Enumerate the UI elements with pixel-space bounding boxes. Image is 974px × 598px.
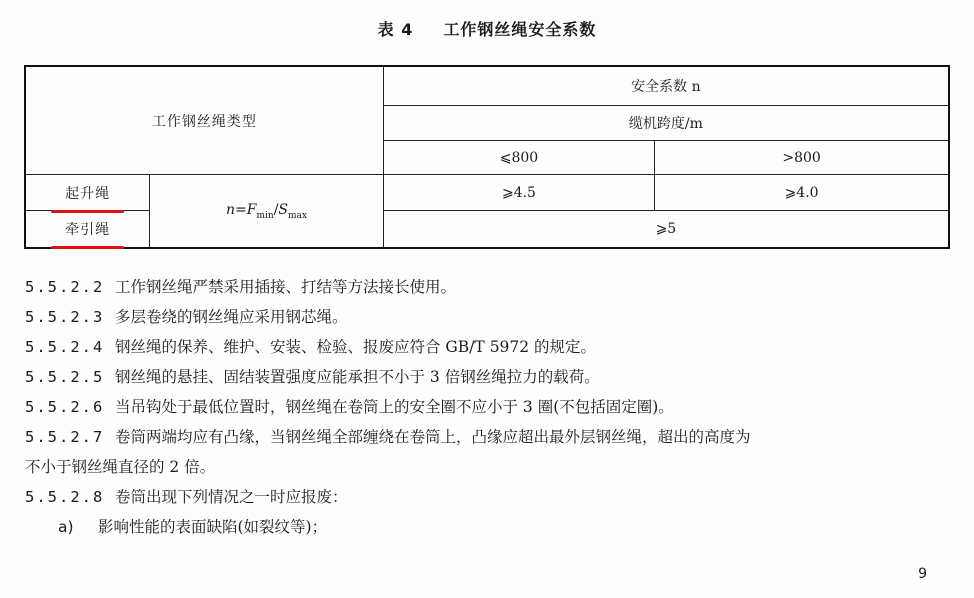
header-span-le: ⩽800 xyxy=(383,141,654,175)
hoist-gt-value: ⩾4.0 xyxy=(655,175,949,211)
formula-n: n xyxy=(225,201,236,218)
formula-cell xyxy=(150,175,384,249)
formula-f: F xyxy=(246,201,257,218)
clause-number: 5.5.2.6 xyxy=(25,398,105,416)
table-title-label: 表 4 xyxy=(377,20,414,39)
formula-eq: = xyxy=(235,201,247,218)
list-item xyxy=(25,512,955,542)
red-underline xyxy=(51,210,124,213)
list-item-mark: a) xyxy=(58,518,74,536)
hoist-le-value: ⩾4.5 xyxy=(383,175,654,211)
red-underline xyxy=(51,246,124,249)
clause-number: 5.5.2.5 xyxy=(25,368,105,386)
clause xyxy=(25,362,955,392)
clause-number: 5.5.2.8 xyxy=(25,488,105,506)
clause xyxy=(25,422,955,452)
table-title-text: 工作钢丝绳安全系数 xyxy=(443,20,597,39)
clause xyxy=(25,272,955,302)
rope-name-traction xyxy=(65,219,110,239)
clause xyxy=(25,332,955,362)
traction-value: ⩾5 xyxy=(383,211,949,249)
clause xyxy=(25,482,955,512)
clause-text: 卷筒两端均应有凸缘，当钢丝绳全部缠绕在卷筒上，凸缘应超出最外层钢丝绳，超出的高度为 xyxy=(115,428,751,446)
page-number: 9 xyxy=(918,566,927,582)
clause-text: 卷筒出现下列情况之一时应报废： xyxy=(115,488,348,506)
clauses xyxy=(25,272,955,542)
header-span: 缆机跨度/m xyxy=(383,106,949,141)
clause-number: 5.5.2.7 xyxy=(25,428,105,446)
clause-text: 钢丝绳的保养、维护、安装、检验、报废应符合 GB/T 5972 的规定。 xyxy=(115,338,597,356)
clause-number: 5.5.2.4 xyxy=(25,338,105,356)
clause-continuation: 不小于钢丝绳直径的 2 倍。 xyxy=(25,458,216,476)
header-span-gt: >800 xyxy=(655,141,949,175)
header-safety-factor: 安全系数 n xyxy=(383,66,949,106)
rope-name-traction-text: 牵引绳 xyxy=(65,222,111,238)
formula-s: S xyxy=(278,201,288,218)
clause-number: 5.5.2.3 xyxy=(25,308,105,326)
formula-f-sub: min xyxy=(256,210,274,221)
header-rope-type: 工作钢丝绳类型 xyxy=(25,66,383,175)
clause-text: 多层卷绕的钢丝绳应采用钢芯绳。 xyxy=(115,308,348,326)
table-title xyxy=(0,17,974,40)
clause-text: 钢丝绳的悬挂、固结装置强度应能承担不小于 3 倍钢丝绳拉力的载荷。 xyxy=(115,368,600,386)
rope-name-hoist xyxy=(65,183,110,203)
safety-factor-table xyxy=(24,65,950,249)
clause-text: 当吊钩处于最低位置时，钢丝绳在卷筒上的安全圈不应小于 3 圈(不包括固定圈)。 xyxy=(115,398,674,416)
clause xyxy=(25,302,955,332)
rope-name-hoist-text: 起升绳 xyxy=(65,185,111,202)
clause-number: 5.5.2.2 xyxy=(25,278,105,296)
clause-text: 工作钢丝绳严禁采用插接、打结等方法接长使用。 xyxy=(115,278,457,296)
formula-s-sub: max xyxy=(288,210,307,221)
clause xyxy=(25,392,955,422)
list-item-text: 影响性能的表面缺陷(如裂纹等)； xyxy=(98,518,328,536)
row-name-cell xyxy=(25,175,150,211)
row-name-cell xyxy=(25,211,150,249)
formula-slash: / xyxy=(273,201,279,218)
